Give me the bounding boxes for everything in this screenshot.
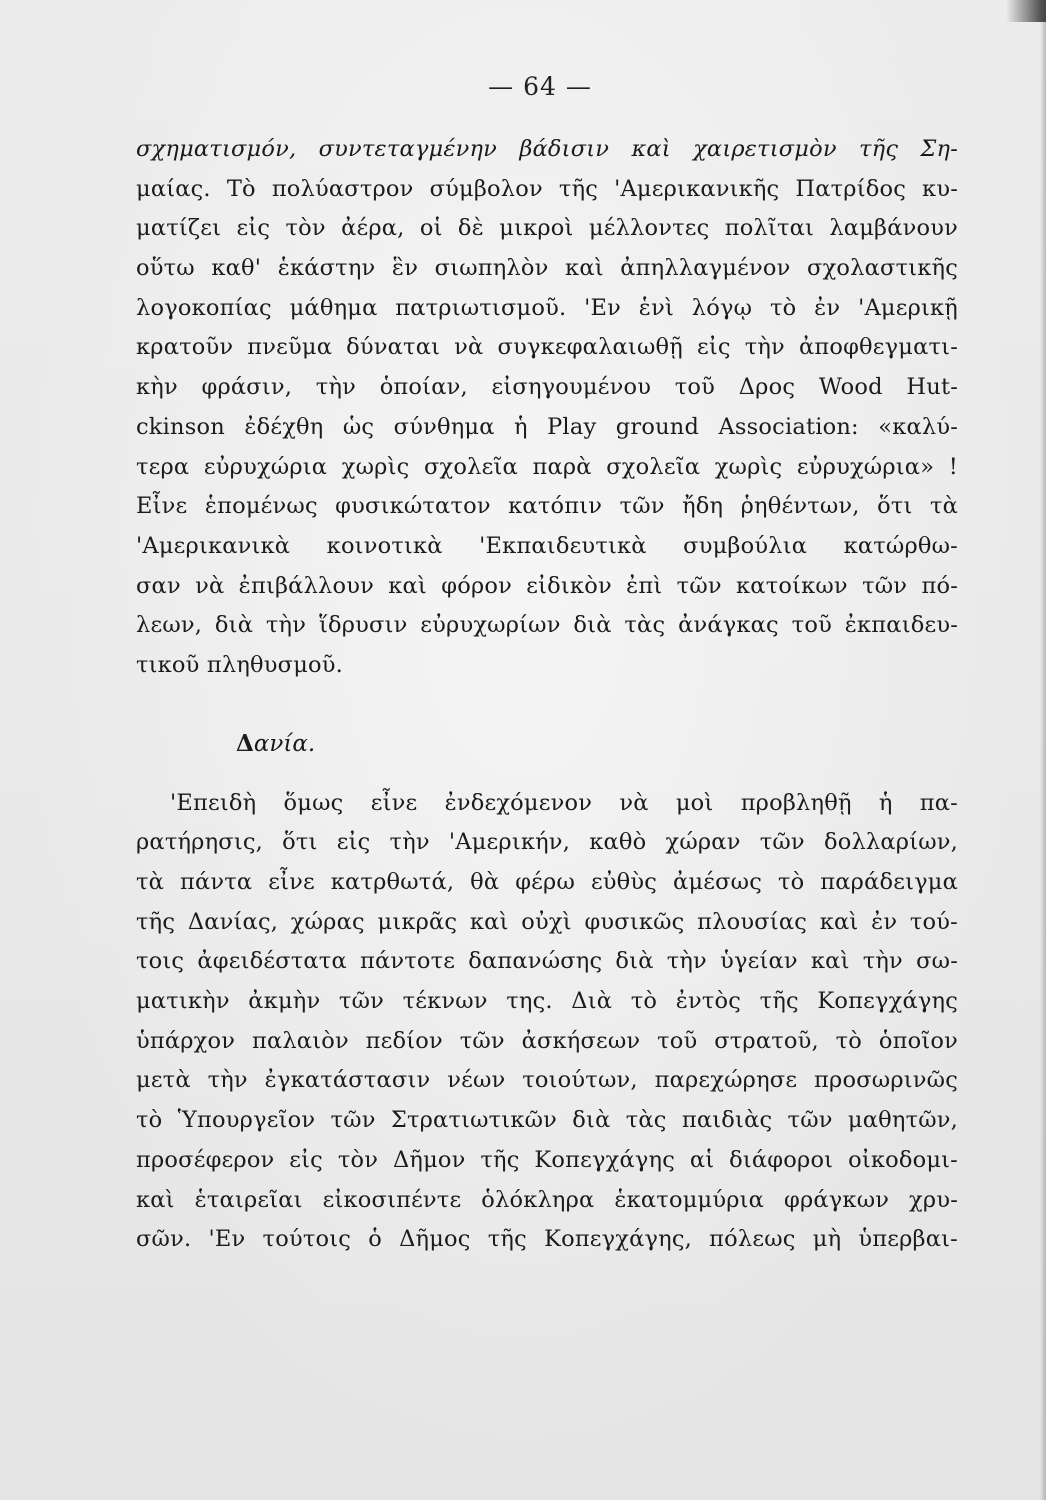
text-line: τὰ πάντα εἶνε κατρθωτά, θὰ φέρω εὐθὺς ἀμέσως τὸ παράδειγμα: [136, 869, 958, 895]
text-line: οὕτω καθ' ἑκάστην ἓν σιωπηλὸν καὶ ἀπηλλαγμένον σχολαστικῆς: [136, 255, 958, 282]
page-number: — 64 —: [488, 72, 592, 101]
text-line: ckinson ἐδέχθη ὡς σύνθημα ἡ Play ground Association: «καλύ-: [136, 413, 958, 440]
text-line: σαν νὰ ἐπιβάλλουν καὶ φόρον εἰδικὸν ἐπὶ τῶν κατοίκων τῶν πό-: [136, 572, 958, 599]
text-line: τῆς Δανίας, χώρας μικρᾶς καὶ οὐχὶ φυσικῶς πλουσίας καὶ ἐν τού-: [136, 908, 958, 935]
section-heading-initial: Δ: [236, 729, 254, 757]
section-heading: [136, 724, 958, 764]
text-line: τὸ Ὑπουργεῖον τῶν Στρατιωτικῶν διὰ τὰς παιδιὰς τῶν μαθητῶν,: [136, 1107, 958, 1134]
text-line: σῶν. 'Εν τούτοις ὁ Δῆμος τῆς Κοπεγχάγης, πόλεως μὴ ὑπερβαι-: [136, 1226, 958, 1253]
scan-edge-right-shadow: [1040, 0, 1046, 1500]
body-text: [136, 130, 958, 1260]
text-line: μετὰ τὴν ἐγκατάστασιν νέων τοιούτων, παρεχώρησε προσωρινῶς: [136, 1067, 958, 1094]
text-line: καὶ ἑταιρεῖαι εἰκοσιπέντε ὁλόκληρα ἑκατομμύρια φράγκων χρυ-: [136, 1186, 958, 1213]
text-line: ρατήρησις, ὅτι εἰς τὴν 'Αμερικήν, καθὸ χώραν τῶν δολλαρίων,: [136, 829, 958, 856]
section-heading-text: ανία.: [253, 730, 316, 757]
text-line: 'Επειδὴ ὅμως εἶνε ἐνδεχόμενον νὰ μοὶ προβληθῇ ἡ πα-: [170, 789, 958, 816]
text-line: κρατοῦν πνεῦμα δύναται νὰ συγκεφαλαιωθῇ εἰς τὴν ἀποφθεγματι-: [136, 334, 958, 361]
text-line: τοις ἀφειδέστατα πάντοτε δαπανώσης διὰ τὴν ὑγείαν καὶ τὴν σω-: [136, 948, 958, 975]
text-line: ματικὴν ἀκμὴν τῶν τέκνων της. Διὰ τὸ ἐντὸς τῆς Κοπεγχάγης: [136, 988, 958, 1015]
text-line: ματίζει εἰς τὸν ἀέρα, οἱ δὲ μικροὶ μέλλοντες πολῖται λαμβάνουν: [136, 215, 958, 242]
text-line: λεων, διὰ τὴν ἵδρυσιν εὐρυχωρίων διὰ τὰς ἀνάγκας τοῦ ἐκπαιδευ-: [136, 612, 958, 639]
text-line: τικοῦ πληθυσμοῦ.: [136, 651, 344, 678]
paragraph-1: [136, 130, 958, 686]
text-line: λογοκοπίας μάθημα πατριωτισμοῦ. 'Εν ἑνὶ λόγῳ τὸ ἐν 'Αμερικῇ: [136, 294, 958, 321]
paragraph-2: [136, 784, 958, 1260]
text-line: μαίας. Τὸ πολύαστρον σύμβολον τῆς 'Αμερικανικῆς Πατρίδος κυ-: [136, 175, 958, 202]
text-line: ὑπάρχον παλαιὸν πεδίον τῶν ἀσκήσεων τοῦ στρατοῦ, τὸ ὁποῖον: [136, 1027, 958, 1054]
text-line: Εἶνε ἑπομένως φυσικώτατον κατόπιν τῶν ἤδη ῥηθέντων, ὅτι τὰ: [136, 493, 958, 520]
text-line: προσέφερον εἰς τὸν Δῆμον τῆς Κοπεγχάγης αἱ διάφοροι οἰκοδομι-: [136, 1146, 958, 1173]
text-line: κὴν φράσιν, τὴν ὁποίαν, εἰσηγουμένου τοῦ Δρος Wood Hut-: [136, 374, 958, 401]
text-line: τερα εὐρυχώρια χωρὶς σχολεῖα παρὰ σχολεῖα χωρὶς εὐρυχώρια» !: [136, 453, 958, 480]
text-line: σχηματισμόν, συντεταγμένην βάδισιν καὶ χαιρετισμὸν τῆς Ση-: [136, 136, 958, 162]
text-line: 'Αμερικανικὰ κοινοτικὰ 'Εκπαιδευτικὰ συμβούλια κατώρθω-: [136, 532, 958, 559]
